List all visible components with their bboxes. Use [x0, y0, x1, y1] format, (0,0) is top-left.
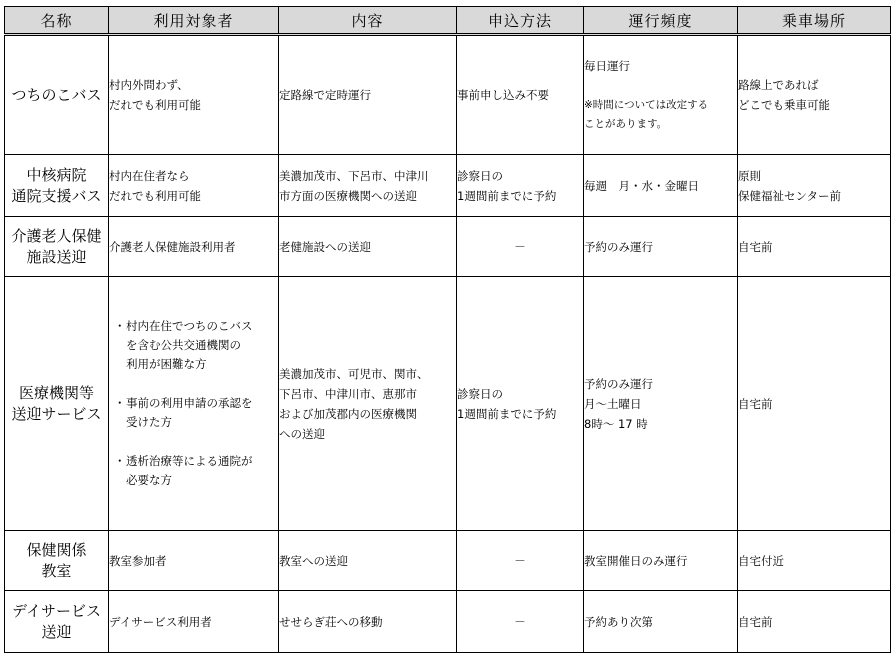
frequency-cell: 教室開催日のみ運行 — [584, 531, 738, 591]
apply-cell: － — [457, 217, 584, 277]
list-item — [114, 317, 278, 374]
table-row — [5, 591, 891, 653]
transport-services-table — [4, 6, 891, 653]
frequency-note: ※時間については改定する ことがあります。 — [584, 99, 709, 130]
target-cell: 村内外問わず、 だれでも利用可能 — [109, 35, 279, 155]
service-name: 介護老人保健 施設送迎 — [5, 217, 109, 277]
header-frequency: 運行頻度 — [584, 7, 738, 35]
table-row — [5, 35, 891, 155]
target-cell: デイサービス利用者 — [109, 591, 279, 653]
service-name: 中核病院 通院支援バス — [5, 155, 109, 217]
place-cell: 自宅付近 — [738, 531, 891, 591]
table-row — [5, 531, 891, 591]
bullet-text: 透析治療等による通院が 必要な方 — [126, 454, 253, 487]
frequency-cell: 予約のみ運行 月～土曜日 8時～ 17 時 — [584, 277, 738, 531]
list-item — [114, 452, 278, 490]
service-name: つちのこバス — [5, 35, 109, 155]
place-cell: 自宅前 — [738, 217, 891, 277]
frequency-cell: 予約のみ運行 — [584, 217, 738, 277]
list-item — [114, 394, 278, 432]
header-target: 利用対象者 — [109, 7, 279, 35]
table-row — [5, 217, 891, 277]
frequency-cell — [584, 35, 738, 155]
header-name: 名称 — [5, 7, 109, 35]
content-cell: 美濃加茂市、下呂市、中津川 市方面の医療機関への送迎 — [279, 155, 457, 217]
target-cell: 村内在住者なら だれでも利用可能 — [109, 155, 279, 217]
service-name: デイサービス 送迎 — [5, 591, 109, 653]
content-cell: 教室への送迎 — [279, 531, 457, 591]
content-cell: 老健施設への送迎 — [279, 217, 457, 277]
service-name: 医療機関等 送迎サービス — [5, 277, 109, 531]
header-content: 内容 — [279, 7, 457, 35]
header-apply: 申込方法 — [457, 7, 584, 35]
place-cell: 原則 保健福祉センター前 — [738, 155, 891, 217]
place-cell: 自宅前 — [738, 277, 891, 531]
header-row — [5, 7, 891, 35]
bullet-text: 村内在住でつちのこバス を含む公共交通機関の 利用が困難な方 — [126, 319, 253, 371]
bullet-mark: ・ — [114, 396, 126, 410]
bullet-text: 事前の利用申請の承認を 受けた方 — [126, 396, 253, 429]
target-bullet-list — [114, 297, 278, 510]
frequency-main: 毎日運行 — [584, 59, 630, 73]
apply-cell: － — [457, 531, 584, 591]
apply-cell: 診察日の 1週間前までに予約 — [457, 277, 584, 531]
target-cell: 介護老人保健施設利用者 — [109, 217, 279, 277]
place-cell: 路線上であれば どこでも乗車可能 — [738, 35, 891, 155]
apply-cell: 診察日の 1週間前までに予約 — [457, 155, 584, 217]
target-cell — [109, 277, 279, 531]
content-cell: 美濃加茂市、可児市、関市、 下呂市、中津川市、恵那市 および加茂郡内の医療機関 への送迎 — [279, 277, 457, 531]
frequency-cell: 予約あり次第 — [584, 591, 738, 653]
table-row — [5, 277, 891, 531]
apply-cell: 事前申し込み不要 — [457, 35, 584, 155]
apply-cell: － — [457, 591, 584, 653]
bullet-mark: ・ — [114, 454, 126, 468]
target-cell: 教室参加者 — [109, 531, 279, 591]
place-cell: 自宅前 — [738, 591, 891, 653]
bullet-mark: ・ — [114, 319, 126, 333]
service-name: 保健関係 教室 — [5, 531, 109, 591]
content-cell: 定路線で定時運行 — [279, 35, 457, 155]
content-cell: せせらぎ荘への移動 — [279, 591, 457, 653]
header-place: 乗車場所 — [738, 7, 891, 35]
table-row — [5, 155, 891, 217]
frequency-cell: 毎週 月・水・金曜日 — [584, 155, 738, 217]
